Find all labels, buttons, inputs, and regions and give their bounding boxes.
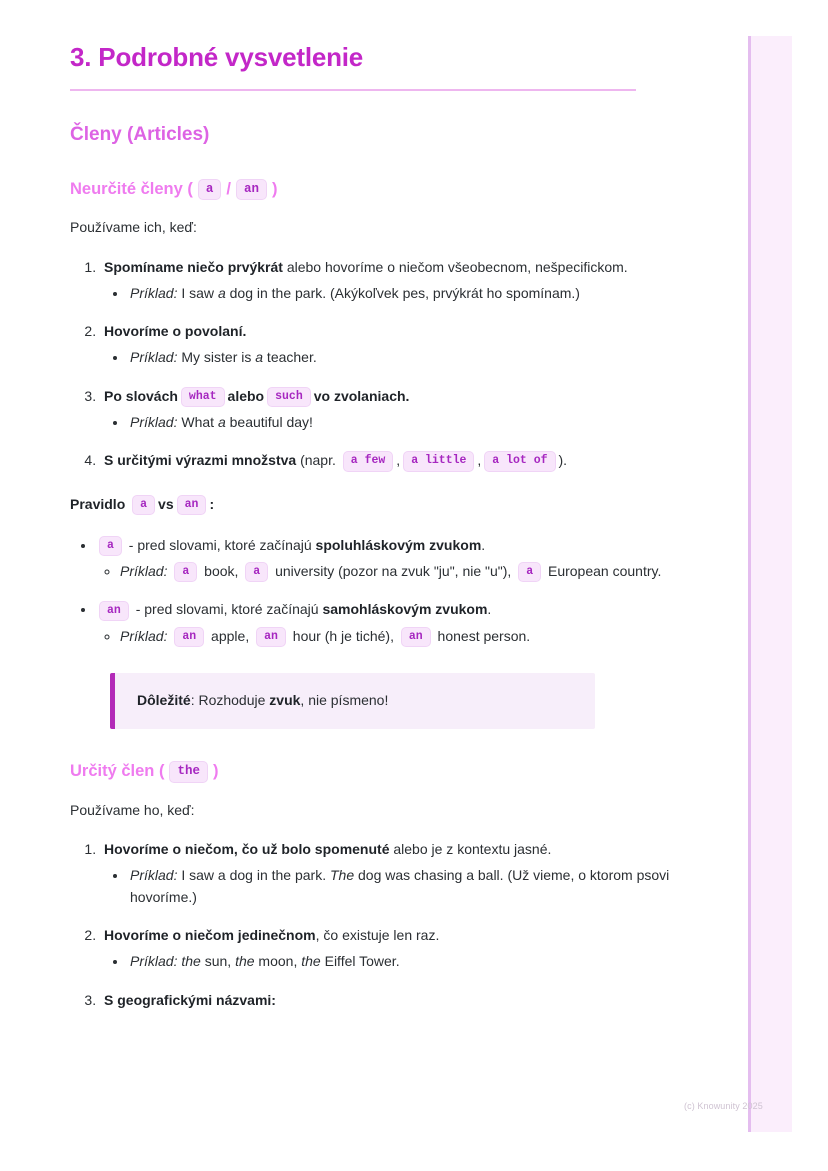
- list-item: [128, 865, 708, 908]
- item-bold-lead: Po slovách: [104, 387, 178, 404]
- point-text-pre: - pred slovami, ktoré začínajú: [131, 601, 323, 618]
- example-pre: What: [177, 413, 218, 430]
- item-bold-lead: Spomíname niečo prvýkrát: [104, 259, 283, 276]
- subsection-heading-text: Určitý člen (: [70, 762, 165, 781]
- important-callout: [110, 673, 595, 729]
- rule-label: Pravidlo: [70, 495, 126, 512]
- rule-a-vs-an-heading: [70, 494, 708, 516]
- code-chip-a: a: [245, 562, 268, 582]
- list-item: [100, 925, 708, 972]
- example-text-3: honest person.: [433, 627, 531, 644]
- example-post: dog in the park. (Akýkoľvek pes, prvýkrát ho spomínam.): [225, 284, 580, 301]
- example-emphasis: a: [217, 284, 226, 301]
- example-text-2: hour (h je tiché),: [288, 627, 398, 644]
- section-heading-articles: Členy (Articles): [70, 124, 210, 146]
- example-text-1: sun,: [200, 953, 236, 970]
- comma-1: ,: [396, 452, 401, 469]
- example-text-2: university (pozor na zvuk "ju", nie "u"),: [271, 562, 516, 579]
- point-text-post: .: [481, 536, 486, 553]
- code-chip-such: such: [267, 387, 311, 407]
- list-item: [128, 347, 708, 369]
- page-title: 3. Podrobné vysvetlenie: [70, 42, 364, 72]
- list-item: [100, 450, 708, 472]
- example-list: [104, 347, 708, 369]
- heading-close-paren: ): [212, 762, 219, 781]
- example-post: beautiful day!: [225, 413, 313, 430]
- code-chip-a-lot-of: a lot of: [484, 451, 555, 471]
- a-vs-an-points: [70, 534, 708, 648]
- rule-vs: vs: [158, 495, 174, 512]
- code-chip-a: a: [198, 179, 222, 200]
- example-emphasis-2: the: [235, 953, 255, 970]
- point-bold: spoluhláskovým zvukom: [315, 536, 482, 553]
- point-text-pre: - pred slovami, ktoré začínajú: [124, 536, 316, 553]
- item-rest-post: ).: [558, 452, 568, 469]
- heading-separator: /: [226, 179, 231, 198]
- example-post: dog was chasing a ball. (Už vieme, o ktorom psovi hovoríme.): [130, 867, 670, 905]
- list-item: [96, 598, 708, 647]
- list-item: [96, 534, 708, 583]
- example-label: Príklad:: [120, 562, 168, 579]
- code-chip-a-few: a few: [343, 451, 394, 471]
- example-list: [104, 951, 708, 973]
- item-rest-pre: (napr.: [296, 452, 340, 469]
- right-decorative-strip: [748, 36, 792, 1132]
- example-list: [96, 560, 708, 582]
- copyright-watermark: (c) Knowunity 2025: [684, 1101, 763, 1111]
- list-item: [100, 321, 708, 368]
- example-text-3: European country.: [544, 562, 662, 579]
- code-chip-what: what: [181, 387, 225, 407]
- callout-end: , nie písmeno!: [300, 692, 389, 709]
- heading-close-paren: ): [272, 179, 278, 198]
- example-label: Príklad:: [130, 349, 178, 366]
- example-text-3: Eiffel Tower.: [320, 953, 400, 970]
- code-chip-a: a: [132, 495, 155, 515]
- item-bold-lead: Hovoríme o niečom jedinečnom: [104, 927, 316, 944]
- title-divider: [70, 89, 636, 91]
- item-bold-post: vo zvolaniach.: [313, 387, 410, 404]
- comma-2: ,: [477, 452, 482, 469]
- list-item: [128, 951, 708, 973]
- example-list: [104, 283, 708, 305]
- example-list: [96, 625, 708, 647]
- item-rest: alebo hovoríme o niečom všeobecnom, nešpecifickom.: [282, 259, 628, 276]
- point-text-post: .: [487, 601, 492, 618]
- list-item: [100, 386, 708, 433]
- example-text-1: apple,: [207, 627, 254, 644]
- example-emphasis: a: [217, 413, 226, 430]
- code-chip-a: a: [99, 536, 122, 556]
- example-emphasis: The: [330, 867, 355, 883]
- list-item: [100, 990, 708, 1012]
- code-chip-a-little: a little: [403, 451, 474, 471]
- item-bold-lead: S geografickými názvami:: [104, 991, 276, 1008]
- code-chip-a: a: [518, 562, 541, 582]
- item-bold-lead: S určitými výrazmi množstva: [104, 452, 297, 469]
- example-pre: My sister is: [177, 349, 256, 366]
- code-chip-the: the: [169, 761, 208, 782]
- example-label: Príklad:: [130, 284, 178, 301]
- example-emphasis-1: the: [181, 953, 201, 970]
- subsection-heading-indefinite: [70, 179, 708, 200]
- code-chip-an: an: [99, 601, 129, 621]
- subsection-heading-text: Neurčité členy (: [70, 179, 193, 198]
- example-text-2: moon,: [254, 953, 302, 970]
- example-label: Príklad:: [120, 627, 168, 644]
- code-chip-an: an: [256, 627, 286, 647]
- example-label: Príklad:: [130, 413, 178, 430]
- code-chip-an: an: [236, 179, 267, 200]
- item-rest: , čo existuje len raz.: [315, 927, 440, 944]
- definite-rules-list: [70, 839, 708, 1011]
- list-item: [120, 625, 708, 647]
- item-rest: alebo je z kontextu jasné.: [389, 841, 552, 858]
- list-item: [100, 257, 708, 304]
- code-chip-an: an: [401, 627, 431, 647]
- example-emphasis-3: the: [301, 953, 321, 970]
- code-chip-an: an: [174, 627, 204, 647]
- item-bold-lead: Hovoríme o niečom, čo už bolo spomenuté: [104, 841, 390, 858]
- list-item: [128, 412, 708, 434]
- example-list: [104, 865, 708, 908]
- item-bold-lead: Hovoríme o povolaní.: [104, 323, 247, 340]
- example-label: Príklad:: [130, 953, 178, 970]
- example-text-1: book,: [200, 562, 243, 579]
- example-emphasis: a: [255, 349, 264, 366]
- indefinite-intro: Používame ich, keď:: [70, 219, 197, 236]
- item-bold-mid: alebo: [227, 387, 265, 404]
- callout-mid: : Rozhoduje: [190, 692, 270, 709]
- point-bold: samohláskovým zvukom: [322, 601, 488, 618]
- callout-label: Dôležité: [137, 692, 191, 709]
- callout-bold: zvuk: [269, 692, 301, 709]
- rule-colon: :: [209, 495, 215, 512]
- code-chip-a: a: [174, 562, 197, 582]
- example-pre: I saw a dog in the park.: [177, 867, 330, 883]
- code-chip-an: an: [177, 495, 207, 515]
- example-list: [104, 412, 708, 434]
- indefinite-rules-list: [70, 257, 708, 472]
- list-item: [100, 839, 708, 908]
- definite-intro: Používame ho, keď:: [70, 801, 195, 818]
- list-item: [120, 560, 708, 582]
- example-pre: I saw: [177, 284, 218, 301]
- list-item: [128, 283, 708, 305]
- example-label: Príklad:: [130, 867, 178, 883]
- subsection-heading-definite: [70, 761, 708, 782]
- example-post: teacher.: [263, 349, 317, 366]
